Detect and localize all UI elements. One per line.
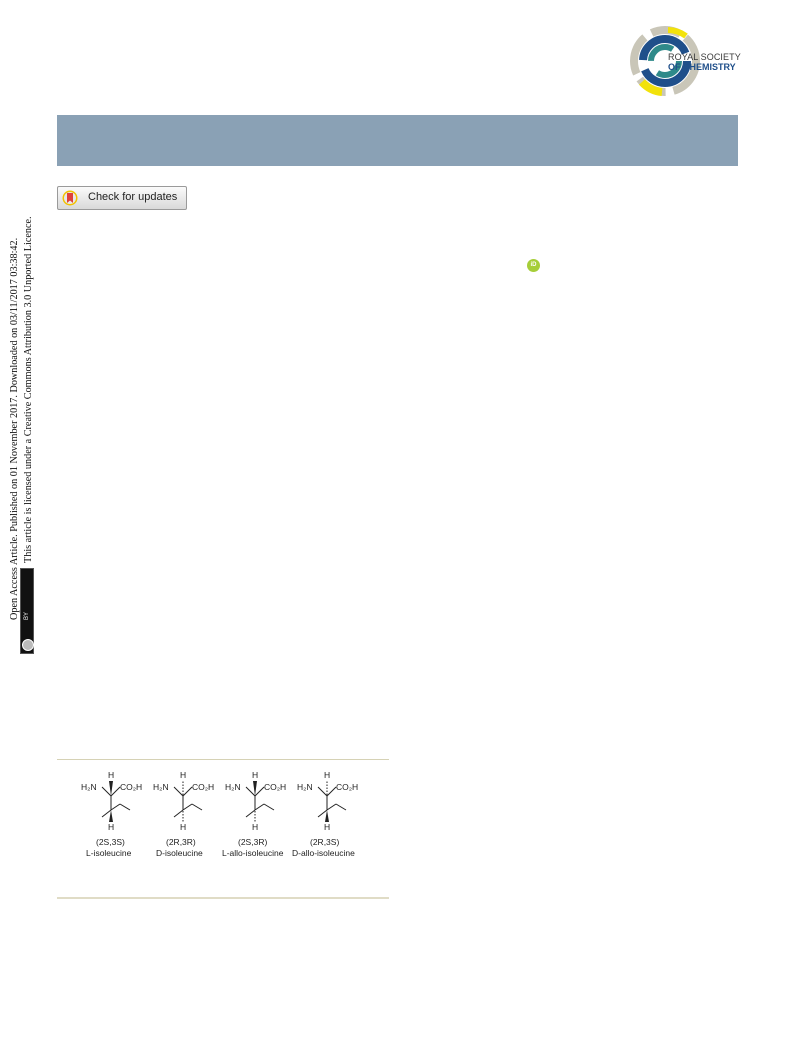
atom-co2h: CO₂H (192, 782, 215, 792)
atom-h-bottom: H (108, 822, 115, 832)
bookmark-icon (62, 190, 78, 206)
configuration-label: (2S,3R) (238, 837, 268, 847)
atom-h-top: H (180, 770, 187, 780)
orcid-icon[interactable]: iD (527, 259, 540, 272)
molecule-d-isoleucine (152, 770, 224, 860)
check-for-updates-button[interactable] (57, 186, 187, 210)
compound-name: D-allo-isoleucine (292, 848, 355, 858)
figure-isoleucine-stereoisomers (80, 770, 370, 870)
publisher-name-line2: OF CHEMISTRY (668, 62, 736, 72)
rsc-logo-text (668, 52, 741, 72)
molecule-d-allo-isoleucine (292, 770, 368, 860)
publisher-name-line1: ROYAL SOCIETY (668, 52, 741, 62)
check-for-updates-label: Check for updates (88, 191, 178, 203)
atom-nh2: H₂N (153, 782, 169, 792)
structure-l-allo-isoleucine (224, 770, 296, 836)
atom-h-bottom: H (252, 822, 259, 832)
atom-h-bottom: H (180, 822, 187, 832)
atom-nh2: H₂N (81, 782, 97, 792)
molecule-l-allo-isoleucine (224, 770, 296, 860)
atom-h-top: H (108, 770, 115, 780)
cc-by-label: BY (24, 612, 30, 621)
atom-co2h: CO₂H (120, 782, 143, 792)
structure-l-isoleucine (80, 770, 152, 836)
configuration-label: (2R,3R) (166, 837, 196, 847)
figure-top-rule (57, 759, 389, 760)
structure-d-allo-isoleucine (296, 770, 368, 836)
creative-commons-icon[interactable] (20, 568, 34, 654)
atom-co2h: CO₂H (264, 782, 287, 792)
atom-h-top: H (252, 770, 259, 780)
atom-h-top: H (324, 770, 331, 780)
compound-name: L-isoleucine (86, 848, 132, 858)
atom-co2h: CO₂H (336, 782, 359, 792)
configuration-label: (2S,3S) (96, 837, 125, 847)
compound-name: D-isoleucine (156, 848, 203, 858)
header-banner (57, 115, 738, 166)
structure-d-isoleucine (152, 770, 224, 836)
molecule-l-isoleucine (80, 770, 152, 860)
atom-nh2: H₂N (297, 782, 313, 792)
compound-name: L-allo-isoleucine (222, 848, 284, 858)
configuration-label: (2R,3S) (310, 837, 340, 847)
rsc-logo (628, 24, 740, 98)
atom-nh2: H₂N (225, 782, 241, 792)
figure-bottom-rule (57, 897, 389, 899)
licence-notice[interactable]: This article is licensed under a Creative Commons Attribution 3.0 Unported Licence. (23, 216, 34, 563)
open-access-notice: Open Access Article. Published on 01 November 2017. Downloaded on 03/11/2017 03:38:42. (9, 237, 20, 620)
atom-h-bottom: H (324, 822, 331, 832)
cc-circle-icon (22, 639, 34, 651)
